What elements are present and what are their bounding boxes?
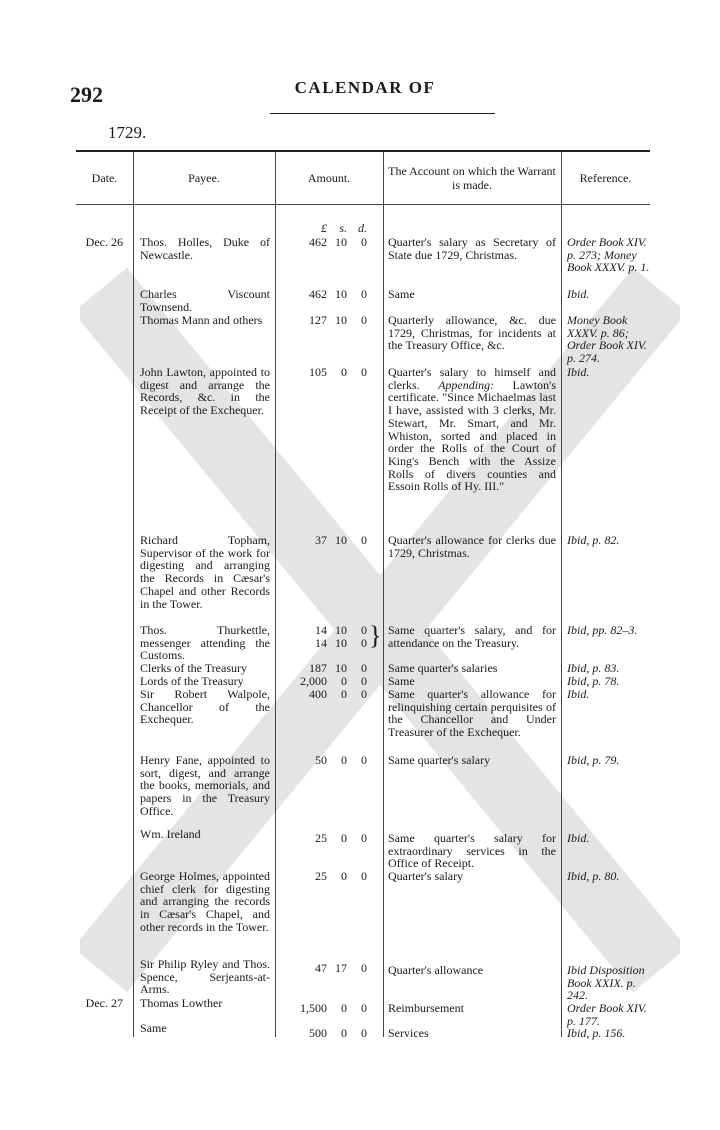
header-account: The Account on which the Warrant is made. [388, 164, 556, 192]
entry-amount [280, 832, 367, 845]
header-rule [76, 204, 650, 205]
entry-payee: George Holmes, appointed chief clerk for digesting and arranging the records in Cæsar's Chapel, and other records in the Tower. [140, 869, 270, 934]
running-head: CALENDAR OF [294, 78, 436, 97]
amount-pence: 0 [361, 623, 367, 637]
amount-pounds: 500 [309, 1026, 327, 1040]
amount-pence: 0 [361, 961, 367, 975]
amount-pounds: 127 [309, 313, 327, 327]
unit-pence: d. [358, 221, 367, 235]
entry-payee: Sir Philip Ryley and Thos. Spence, Serjeants-at-Arms. [140, 957, 270, 997]
entry-account: Services [388, 1026, 429, 1040]
amount-pounds: 47 [315, 961, 327, 975]
entry-reference: Ibid. [567, 287, 590, 301]
entry-payee: Same [140, 1021, 167, 1035]
entry-amount [280, 366, 367, 379]
amount-shillings: 10 [335, 313, 347, 327]
amount-shillings: 10 [335, 533, 347, 547]
column-divider [383, 152, 384, 1037]
entry-reference: Ibid, p. 80. [567, 869, 620, 883]
amount-pence: 0 [361, 533, 367, 547]
amount-pounds: 37 [315, 533, 327, 547]
amount-pounds: 187 [309, 661, 327, 675]
entry-date: Dec. 26 [85, 235, 123, 249]
amount-pence: 0 [361, 235, 367, 249]
account-text: Quarter's salary to himself and clerks. [388, 365, 556, 392]
entry-payee: Henry Fane, appointed to sort, digest, and arrange the books, memorials, and papers in the Treasury Office. [140, 753, 270, 818]
entry-account: Same quarter's salary [388, 753, 491, 767]
entry-date: Dec. 27 [85, 996, 123, 1010]
entry-account: Same quarter's salary for extraordinary services in the Office of Receipt. [388, 831, 556, 871]
amount-pounds: 1,500 [300, 1001, 327, 1015]
entry-amount [280, 662, 367, 675]
entry-payee: Clerks of the Treasury [140, 661, 247, 675]
amount-shillings: 0 [341, 1001, 347, 1015]
amount-pounds: 14 [315, 636, 327, 650]
amount-pence: 0 [361, 687, 367, 701]
entry-account: Same [388, 287, 415, 301]
entry-amount [280, 637, 367, 650]
entry-account: Reimbursement [388, 1001, 464, 1015]
entry-payee: Thos. Thurkettle, messenger attending the Customs. [140, 623, 270, 663]
entry-amount [280, 1002, 367, 1015]
amount-shillings: 10 [335, 623, 347, 637]
brace-symbol: } [369, 621, 382, 650]
column-divider [561, 152, 562, 1037]
running-head-rule [270, 113, 495, 114]
entry-account: Same quarter's salaries [388, 661, 498, 675]
year-heading: 1729. [108, 123, 147, 142]
column-divider [133, 152, 134, 1037]
entry-amount [280, 1027, 367, 1040]
entry-account: Quarter's allowance for clerks due 1729, Christmas. [388, 533, 556, 560]
amount-pence: 0 [361, 1026, 367, 1040]
amount-pounds: 400 [309, 687, 327, 701]
entry-payee: Thos. Holles, Duke of Newcastle. [140, 235, 270, 262]
entry-reference: Order Book XIV. p. 177. [567, 1001, 647, 1028]
amount-pounds: 50 [315, 753, 327, 767]
entry-account: Quarter's salary [388, 869, 464, 883]
entry-amount [280, 314, 367, 327]
entry-reference: Order Book XIV. p. 273; Money Book XXXV. p. 1. [567, 235, 650, 275]
amount-pence: 0 [361, 831, 367, 845]
entry-reference: Ibid Disposition Book XXIX. p. 242. [567, 963, 645, 1003]
entry-account: Same quarter's salary, and for attendance on the Treasury. [388, 623, 556, 650]
entry-payee: Lords of the Treasury [140, 674, 244, 688]
entry-payee: Richard Topham, Supervisor of the work for digesting and arranging the Records in Cæsar's Chapel and other Records in the Tower. [140, 533, 270, 611]
header-amount: Amount. [307, 171, 351, 185]
entry-amount [280, 675, 367, 688]
amount-pounds: 105 [309, 365, 327, 379]
page-number: 292 [70, 82, 103, 107]
entry-account: Quarter's allowance [388, 963, 484, 977]
entry-amount [280, 624, 367, 637]
amount-pence: 0 [361, 287, 367, 301]
entry-reference: Ibid, p. 83. [567, 661, 620, 675]
amount-pence: 0 [361, 365, 367, 379]
amount-pence: 0 [361, 1001, 367, 1015]
unit-shillings: s. [339, 221, 347, 235]
entry-payee: Thomas Lowther [140, 996, 223, 1010]
entry-account: Same quarter's allowance for relinquishing certain perquisites of the Chancellor and Under Treasurer of the Exchequer. [388, 687, 556, 740]
entry-reference: Ibid. [567, 365, 590, 379]
entry-amount [280, 288, 367, 301]
entry-payee: Wm. Ireland [140, 827, 201, 841]
entry-amount [280, 688, 367, 701]
amount-shillings: 0 [341, 674, 347, 688]
column-divider [275, 152, 276, 1037]
header-date: Date. [91, 171, 118, 185]
entry-account: Quarterly allowance, &c. due 1729, Christmas, for incidents at the Treasury Office, &c. [388, 313, 556, 353]
amount-shillings: 10 [335, 235, 347, 249]
entry-account [388, 366, 556, 493]
amount-shillings: 0 [341, 869, 347, 883]
entry-amount [280, 754, 367, 767]
currency-units [280, 222, 367, 235]
header-reference: Reference. [579, 171, 632, 185]
amount-shillings: 0 [341, 1026, 347, 1040]
header-payee: Payee. [188, 171, 220, 185]
account-text-italic: Appending: [438, 377, 495, 392]
entry-reference: Ibid, p. 78. [567, 674, 620, 688]
amount-pounds: 462 [309, 287, 327, 301]
amount-shillings: 10 [335, 287, 347, 301]
entry-payee: Charles Viscount Townsend. [140, 287, 270, 314]
warrant-table [76, 150, 650, 1040]
amount-pence: 0 [361, 661, 367, 675]
entry-amount [280, 534, 367, 547]
entry-reference: Ibid, p. 82. [567, 533, 620, 547]
entry-payee: John Lawton, appointed to digest and arrange the Records, &c. in the Receipt of the Exchequer. [140, 365, 270, 418]
entry-payee: Sir Robert Walpole, Chancellor of the Exchequer. [140, 687, 270, 727]
unit-pounds: £ [321, 221, 327, 235]
amount-shillings: 0 [341, 687, 347, 701]
amount-pounds: 25 [315, 831, 327, 845]
entry-account: Same [388, 674, 415, 688]
amount-pounds: 14 [315, 623, 327, 637]
amount-shillings: 0 [341, 365, 347, 379]
amount-pence: 0 [361, 636, 367, 650]
entry-reference: Ibid, p. 79. [567, 753, 620, 767]
entry-amount [280, 870, 367, 883]
entry-account: Quarter's salary as Secretary of State due 1729, Christmas. [388, 235, 556, 262]
amount-pounds: 25 [315, 869, 327, 883]
amount-pence: 0 [361, 313, 367, 327]
amount-shillings: 10 [335, 661, 347, 675]
entry-amount [280, 962, 367, 975]
entry-reference: Ibid. [567, 831, 590, 845]
entry-payee: Thomas Mann and others [140, 313, 263, 327]
amount-shillings: 17 [335, 961, 347, 975]
amount-shillings: 0 [341, 831, 347, 845]
amount-pence: 0 [361, 869, 367, 883]
amount-shillings: 10 [335, 636, 347, 650]
entry-reference: Ibid. [567, 687, 590, 701]
amount-pounds: 2,000 [300, 674, 327, 688]
amount-pence: 0 [361, 674, 367, 688]
amount-shillings: 0 [341, 753, 347, 767]
amount-pence: 0 [361, 753, 367, 767]
account-certificate-text: Lawton's certificate. "Since Michaelmas last I have, assisted with 3 clerks, Mr. Stewart, Mr. Smart, and Mr. Whiston, sorted and placed in order the Rolls of the Court of King's Bench with the Assize Rolls of divers counties and Essoin Rolls of Hy. III." [388, 377, 556, 494]
entry-reference: Ibid, pp. 82–3. [567, 623, 638, 637]
entry-reference: Ibid, p. 156. [567, 1026, 626, 1040]
entry-amount [280, 236, 367, 249]
entry-reference: Money Book XXXV. p. 86; Order Book XIV. p. 274. [567, 313, 647, 366]
amount-pounds: 462 [309, 235, 327, 249]
